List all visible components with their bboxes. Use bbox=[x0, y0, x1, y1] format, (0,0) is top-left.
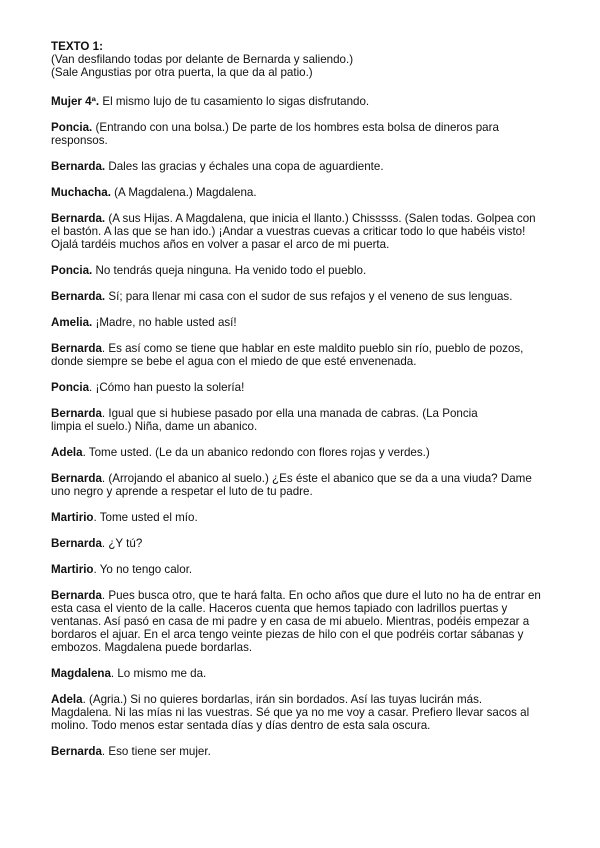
dialogue-body bbox=[51, 95, 564, 758]
dialogue-line: . Es así como se tiene que hablar en este maldito pueblo sin río, pueblo de pozos, bbox=[101, 342, 524, 355]
dialogue-line: donde siempre se bebe el agua con el miedo de que esté envenenada. bbox=[51, 355, 417, 368]
text-header bbox=[51, 40, 564, 79]
dialogue-paragraph bbox=[51, 511, 564, 524]
speaker-name: Poncia. bbox=[51, 264, 93, 277]
dialogue-line: No tendrás queja ninguna. Ha venido todo el pueblo. bbox=[95, 264, 367, 277]
dialogue-line: . Tome usted el mío. bbox=[93, 511, 198, 524]
speaker-name: Bernarda. bbox=[51, 160, 106, 173]
dialogue-line: . Igual que si hubiese pasado por ella una manada de cabras. (La Poncia bbox=[101, 407, 478, 420]
dialogue-line: . ¿Y tú? bbox=[101, 537, 143, 550]
dialogue-line: . Tome usted. (Le da un abanico redondo con flores rojas y verdes.) bbox=[82, 446, 430, 459]
dialogue-line: molino. Todo menos estar sentada días y días dentro de esta sala oscura. bbox=[51, 719, 431, 732]
dialogue-line: Magdalena. Ni las mías ni las vuestras. Sé que ya no me voy a casar. Prefiero llevar sacos al bbox=[51, 706, 530, 719]
dialogue-paragraph bbox=[51, 264, 564, 277]
dialogue-line: . ¡Cómo han puesto la solería! bbox=[89, 381, 245, 394]
dialogue-line: (A Magdalena.) Magdalena. bbox=[114, 186, 257, 199]
dialogue-line: embozos. Magdalena puede bordarlas. bbox=[51, 641, 253, 654]
dialogue-line: Dales las gracias y échales una copa de aguardiente. bbox=[108, 160, 384, 173]
dialogue-paragraph bbox=[51, 342, 564, 368]
speaker-name: Adela bbox=[51, 693, 83, 706]
speaker-name: Muchacha. bbox=[51, 186, 111, 199]
dialogue-line: (A sus Hijas. A Magdalena, que inicia el llanto.) Chisssss. (Salen todas. Golpea con bbox=[108, 212, 536, 225]
speaker-name: Bernarda. bbox=[51, 212, 106, 225]
dialogue-line: Ojalá tardéis muchos años en volver a pasar el arco de mi puerta. bbox=[51, 238, 390, 251]
speaker-name: Martirio bbox=[51, 511, 94, 524]
dialogue-paragraph bbox=[51, 407, 564, 433]
dialogue-paragraph bbox=[51, 667, 564, 680]
dialogue-line: El mismo lujo de tu casamiento lo sigas disfrutando. bbox=[102, 95, 370, 108]
speaker-name: Mujer 4ª. bbox=[51, 95, 100, 108]
dialogue-line: uno negro y aprende a respetar el luto de tu padre. bbox=[51, 485, 313, 498]
dialogue-line: ventanas. Así pasó en casa de mi padre y en casa de mi abuelo. Mientras, podéis empezar a bbox=[51, 615, 530, 628]
dialogue-paragraph bbox=[51, 212, 564, 251]
dialogue-line: responsos. bbox=[51, 134, 108, 147]
speaker-name: Adela bbox=[51, 446, 83, 459]
speaker-name: Bernarda bbox=[51, 537, 102, 550]
speaker-name: Bernarda bbox=[51, 745, 102, 758]
dialogue-line: . (Agria.) Si no quieres bordarlas, irán sin bordados. Así las tuyas lucirán más. bbox=[82, 693, 483, 706]
dialogue-line: bordaros el ajuar. En el arca tengo veinte piezas de hilo con el que podréis cortar sábanas y bbox=[51, 628, 524, 641]
dialogue-line: . Lo mismo me da. bbox=[110, 667, 207, 680]
speaker-name: Amelia. bbox=[51, 316, 93, 329]
speaker-name: Martirio bbox=[51, 563, 94, 576]
speaker-name: Magdalena bbox=[51, 667, 111, 680]
dialogue-line: el bastón. A las que se han ido.) ¡Andar a vuestras cuevas a criticar todo lo que habéis visto! bbox=[51, 225, 526, 238]
speaker-name: Poncia bbox=[51, 381, 90, 394]
speaker-name: Bernarda bbox=[51, 407, 102, 420]
dialogue-paragraph bbox=[51, 160, 564, 173]
dialogue-paragraph bbox=[51, 381, 564, 394]
dialogue-paragraph bbox=[51, 290, 564, 303]
dialogue-line: esta casa el viento de la calle. Haceros cuenta que hemos tapiado con ladrillos puertas y bbox=[51, 602, 508, 615]
dialogue-paragraph bbox=[51, 121, 564, 147]
dialogue-paragraph bbox=[51, 446, 564, 459]
speaker-name: Bernarda bbox=[51, 342, 102, 355]
dialogue-line: (Entrando con una bolsa.) De parte de los hombres esta bolsa de dineros para bbox=[95, 121, 499, 134]
dialogue-line: . Yo no tengo calor. bbox=[93, 563, 193, 576]
dialogue-paragraph bbox=[51, 95, 564, 108]
dialogue-paragraph bbox=[51, 693, 564, 732]
dialogue-paragraph bbox=[51, 316, 564, 329]
dialogue-line: . Eso tiene ser mujer. bbox=[101, 745, 211, 758]
stage-direction: (Sale Angustias por otra puerta, la que da al patio.) bbox=[51, 66, 313, 79]
dialogue-paragraph bbox=[51, 472, 564, 498]
dialogue-paragraph bbox=[51, 563, 564, 576]
dialogue-line: . (Arrojando el abanico al suelo.) ¿Es éste el abanico que se da a una viuda? Dame bbox=[101, 472, 532, 485]
dialogue-paragraph bbox=[51, 186, 564, 199]
dialogue-line: . Pues busca otro, que te hará falta. En ocho años que dure el luto no ha de entrar en bbox=[101, 589, 541, 602]
stage-direction: (Van desfilando todas por delante de Bernarda y saliendo.) bbox=[51, 53, 354, 66]
dialogue-line: Sí; para llenar mi casa con el sudor de sus refajos y el veneno de sus lenguas. bbox=[108, 290, 513, 303]
dialogue-paragraph bbox=[51, 745, 564, 758]
dialogue-paragraph bbox=[51, 537, 564, 550]
speaker-name: Bernarda bbox=[51, 589, 102, 602]
speaker-name: Poncia. bbox=[51, 121, 93, 134]
dialogue-line: limpia el suelo.) Niña, dame un abanico. bbox=[51, 420, 258, 433]
speaker-name: Bernarda. bbox=[51, 290, 106, 303]
dialogue-line: ¡Madre, no hable usted así! bbox=[95, 316, 237, 329]
dialogue-paragraph bbox=[51, 589, 564, 654]
document-title: TEXTO 1: bbox=[51, 40, 103, 53]
speaker-name: Bernarda bbox=[51, 472, 102, 485]
